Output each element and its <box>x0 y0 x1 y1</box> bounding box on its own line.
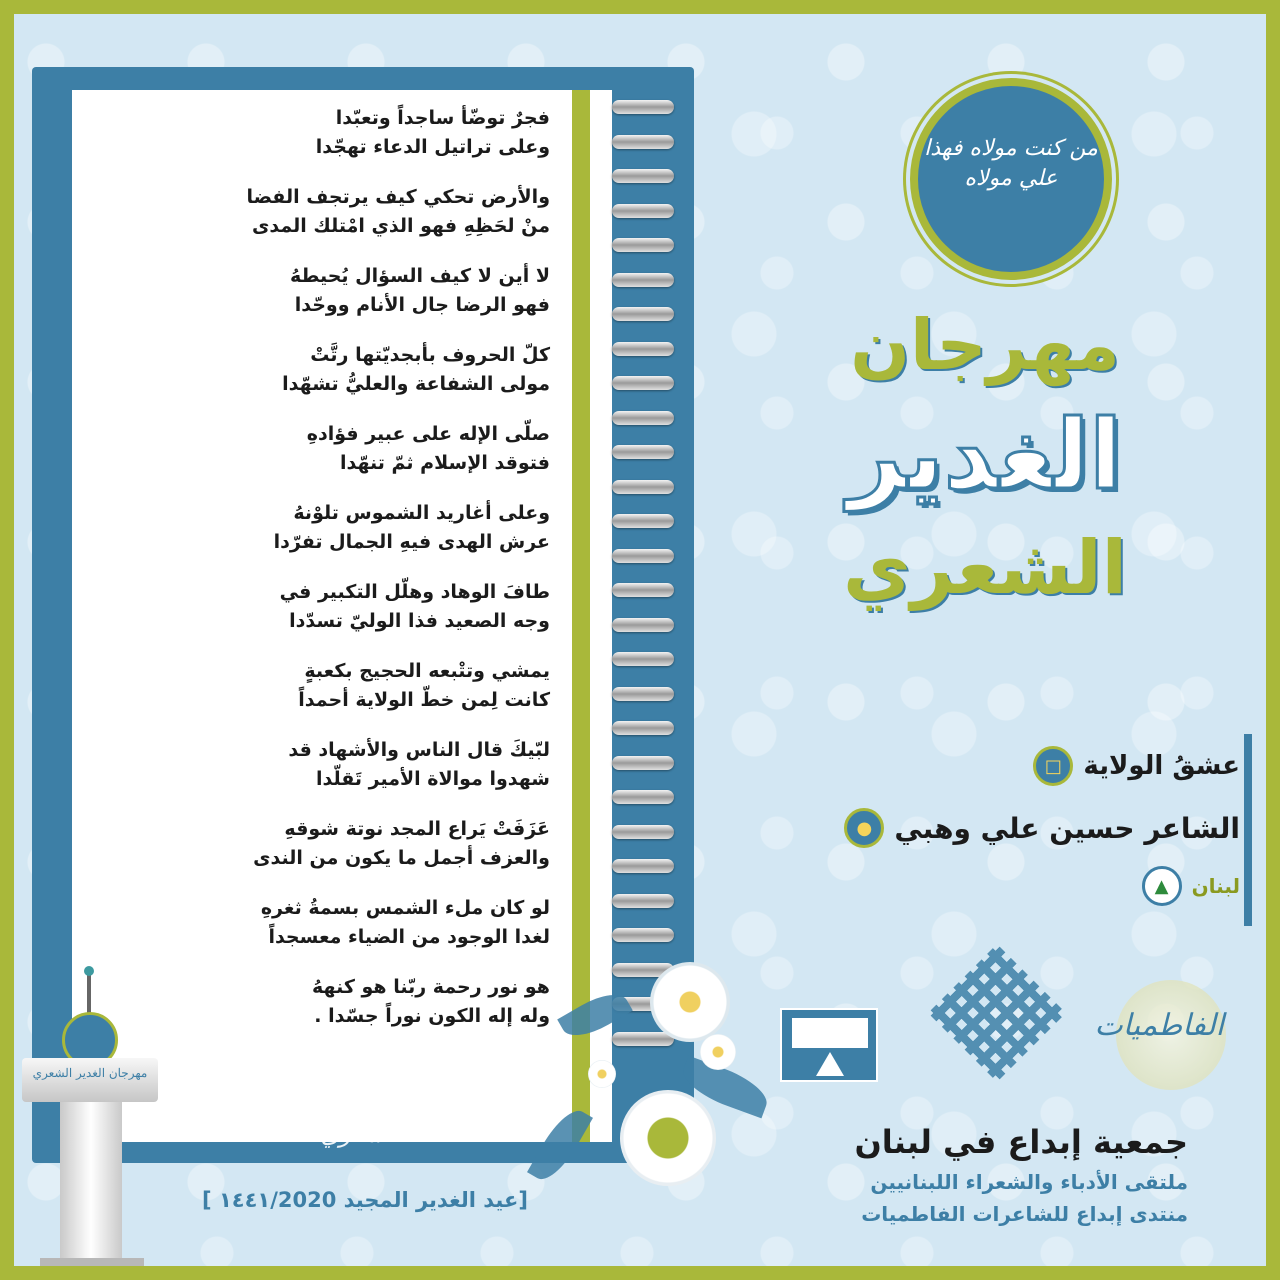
forum-fatimiyat: منتدى إبداع للشاعرات الفاطميات <box>861 1202 1188 1226</box>
poem-stanza <box>110 262 550 320</box>
poem-line: كانت لِمن خطّ الولاية أحمداً <box>298 689 550 711</box>
poem-line: وله إله الكون نوراً جسّدا . <box>314 1005 550 1027</box>
festival-title-line3: الشعري <box>842 525 1128 611</box>
lebanon-book-logo-icon <box>780 1008 878 1082</box>
poem-line: مولى الشفاعة والعليُّ تشهّدا <box>282 373 550 395</box>
spiral-ring <box>612 859 674 873</box>
poem-stanza <box>110 815 550 873</box>
poem-stanza <box>110 578 550 636</box>
spiral-ring <box>612 342 674 356</box>
festival-title-line2: الغدير <box>847 399 1123 511</box>
spiral-ring <box>612 790 674 804</box>
spiral-ring <box>612 756 674 770</box>
cedar-tree-icon <box>816 1052 844 1076</box>
spiral-ring <box>612 825 674 839</box>
poem-line: وعلى تراتيل الدعاء تهجّدا <box>315 136 550 158</box>
poem-line: عَزَفَتْ يَراع المجد نوتة شوقهِ <box>284 818 550 840</box>
spiral-ring <box>612 894 674 908</box>
page-margin-stripe <box>572 90 590 1142</box>
spiral-ring <box>612 618 674 632</box>
spiral-ring <box>612 273 674 287</box>
poem-line: عرش الهدى فيهِ الجمال تفرّدا <box>273 531 550 553</box>
poem-stanza <box>110 104 550 162</box>
poem-stanza <box>110 341 550 399</box>
country: لبنان <box>1191 874 1240 898</box>
info-accent-bar <box>1244 734 1252 926</box>
info-row-title <box>1033 746 1240 786</box>
info-row-country <box>1142 866 1240 906</box>
spiral-ring <box>612 445 674 459</box>
spiral-ring <box>612 687 674 701</box>
spiral-ring <box>612 204 674 218</box>
spiral-ring <box>612 376 674 390</box>
flower-decoration <box>700 1034 736 1070</box>
podium-body <box>60 1102 122 1264</box>
spiral-ring <box>612 169 674 183</box>
poem-text <box>110 104 550 1064</box>
organization-name: جمعية إبداع في لبنان <box>854 1123 1188 1161</box>
poem-line: فتوقد الإسلام ثمّ تنهّدا <box>339 452 550 474</box>
poem-line: وعلى أغاريد الشموس تلوْنهُ <box>293 502 550 524</box>
poem-line: والأرض تحكي كيف يرتجف الفضا <box>246 186 550 208</box>
poem-stanza <box>110 499 550 557</box>
spiral-ring <box>612 549 674 563</box>
poem-line: هو نور رحمة ربّنا هو كنههُ <box>312 976 550 998</box>
poem-line: كلّ الحروف بأبجديّتها رتَّتْ <box>310 344 550 366</box>
lebanon-flag-icon: ▲ <box>1142 866 1182 906</box>
poem-line: شهدوا موالاة الأمير تَقلّدا <box>316 768 550 790</box>
poem-stanza <box>110 736 550 794</box>
open-book-icon <box>792 1018 868 1048</box>
poem-line: والعزف أجمل ما يكون من الندى <box>253 847 550 869</box>
podium-top <box>22 1058 158 1102</box>
partner-logos <box>776 950 1236 1090</box>
date-line: [عيد الغدير المجيد ١٤٤١/2020 ] <box>202 1188 528 1212</box>
poem-stanza <box>110 894 550 952</box>
page-edge <box>590 90 612 1142</box>
festival-title <box>820 300 1150 616</box>
fatimiyat-logo-text: الفاطميات <box>1094 1008 1224 1043</box>
kufic-calligraphy-logo-icon <box>911 927 1084 1100</box>
spiral-ring <box>612 928 674 942</box>
spiral-ring <box>612 100 674 114</box>
poem-line: يمشي وتتْبعه الحجيج بكعبةٍ <box>304 660 550 682</box>
info-row-poet <box>844 808 1240 848</box>
microphone-icon <box>84 966 94 976</box>
poem-line: طافَ الوهاد وهلّل التكبير في <box>279 581 550 603</box>
forum-writers: ملتقى الأدباء والشعراء اللبنانيين <box>870 1170 1188 1194</box>
spiral-ring <box>612 238 674 252</box>
poem-line: لا أين لا كيف السؤال يُحيطهُ <box>289 265 550 287</box>
flower-decoration <box>588 1060 616 1088</box>
festival-title-line1: مهرجان <box>850 304 1120 386</box>
poem-stanza <box>110 420 550 478</box>
poem-stanza <box>110 973 550 1031</box>
poem-line: فهو الرضا جال الأنام ووحّدا <box>294 294 550 316</box>
poem-line: فجرٌ توضّأ ساجداً وتعبّدا <box>335 107 550 129</box>
poem-line: لو كان ملء الشمس بسمةُ ثغرهِ <box>260 897 550 919</box>
organization-block <box>768 1118 1188 1230</box>
spiral-ring <box>612 480 674 494</box>
spiral-ring <box>612 307 674 321</box>
poet-name: الشاعر حسين علي وهبي <box>894 811 1240 845</box>
poem-stanza <box>110 657 550 715</box>
book-icon: □ <box>1033 746 1073 786</box>
poem-line: صلّى الإله على عبير فؤادهِ <box>306 423 550 445</box>
podium-base <box>40 1258 144 1266</box>
spiral-ring <box>612 652 674 666</box>
spiral-ring <box>612 135 674 149</box>
festival-calligraphy-logo: مهرجان الغدير الشعري <box>288 1092 432 1148</box>
seal-calligraphy: من كنت مولاه فهذا علي مولاه <box>924 136 1098 191</box>
poem-line: وجه الصعيد فذا الوليّ تسدّدا <box>289 610 550 632</box>
flower-decoration <box>620 1090 716 1186</box>
spiral-ring <box>612 583 674 597</box>
user-icon: ● <box>844 808 884 848</box>
poem-line: لبّيكَ قال الناس والأشهاد قد <box>288 739 550 761</box>
spiral-binding <box>612 100 682 1060</box>
poem-line: لغدا الوجود من الضياء معسجداً <box>268 926 550 948</box>
poem-title: عشقُ الولاية <box>1083 751 1240 781</box>
flower-decoration <box>650 962 730 1042</box>
spiral-ring <box>612 721 674 735</box>
spiral-ring <box>612 411 674 425</box>
poem-stanza <box>110 183 550 241</box>
poem-line: منْ لحَظِهِ فهو الذي امْتلك المدى <box>252 215 550 237</box>
spiral-ring <box>612 514 674 528</box>
podium-label: مهرجان الغدير الشعري <box>32 1066 148 1080</box>
